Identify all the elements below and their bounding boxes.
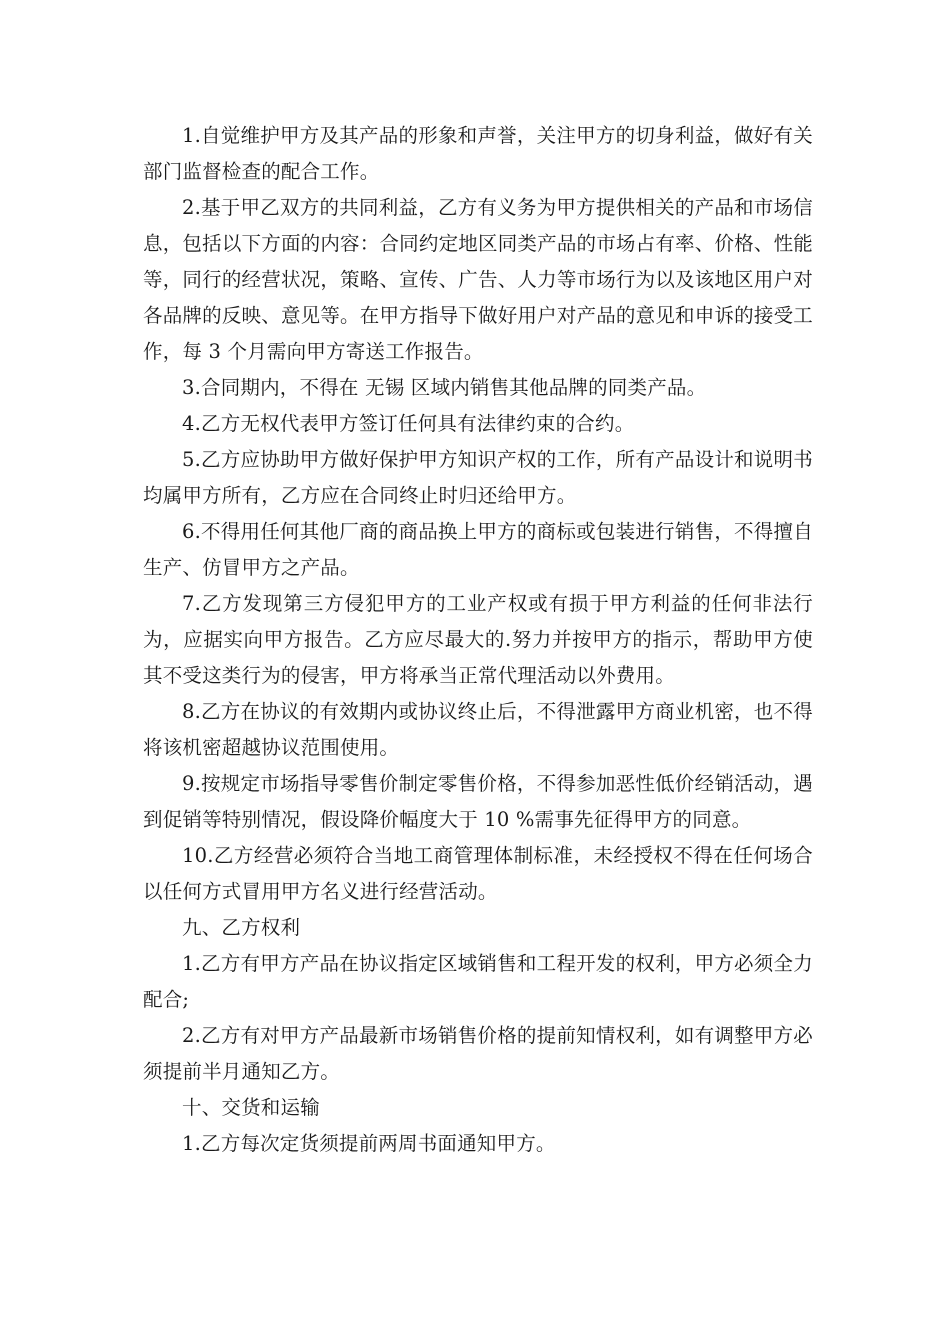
paragraph-obligation-2: 2.基于甲乙双方的共同利益，乙方有义务为甲方提供相关的产品和市场信息，包括以下方面的内容：合同约定地区同类产品的市场占有率、价格、性能等，同行的经营状况，策略、宣传、广告、人力等市场行为以及该地区用户对各品牌的反映、意见等。在甲方指导下做好用户对产品的意见和申诉的接受工作，每 3 个月需向甲方寄送工作报告。 bbox=[143, 196, 813, 363]
paragraph-obligation-5: 5.乙方应协助甲方做好保护甲方知识产权的工作，所有产品设计和说明书均属甲方所有，乙方应在合同终止时归还给甲方。 bbox=[143, 448, 813, 507]
paragraph-obligation-8: 8.乙方在协议的有效期内或协议终止后，不得泄露甲方商业机密，也不得将该机密超越协议范围使用。 bbox=[143, 700, 813, 759]
paragraph-obligation-7: 7.乙方发现第三方侵犯甲方的工业产权或有损于甲方利益的任何非法行为，应据实向甲方报告。乙方应尽最大的.努力并按甲方的指示，帮助甲方使其不受这类行为的侵害，甲方将承当正常代理活动以外费用。 bbox=[143, 592, 813, 687]
paragraph-rights-2: 2.乙方有对甲方产品最新市场销售价格的提前知情权利，如有调整甲方必须提前半月通知乙方。 bbox=[143, 1024, 813, 1083]
paragraph-obligation-3: 3.合同期内，不得在 无锡 区域内销售其他品牌的同类产品。 bbox=[182, 376, 707, 399]
document-body bbox=[143, 118, 813, 1162]
paragraph-rights-1: 1.乙方有甲方产品在协议指定区域销售和工程开发的权利，甲方必须全力配合; bbox=[143, 952, 813, 1011]
paragraph-delivery-1: 1.乙方每次定货须提前两周书面通知甲方。 bbox=[182, 1132, 556, 1155]
paragraph-obligation-4: 4.乙方无权代表甲方签订任何具有法律约束的合约。 bbox=[182, 412, 635, 435]
section-heading-delivery: 十、交货和运输 bbox=[182, 1096, 320, 1119]
paragraph-obligation-10: 10.乙方经营必须符合当地工商管理体制标准，未经授权不得在任何场合以任何方式冒用甲方名义进行经营活动。 bbox=[143, 844, 813, 903]
paragraph-obligation-9: 9.按规定市场指导零售价制定零售价格，不得参加恶性低价经销活动，遇到促销等特别情况，假设降价幅度大于 10 %需事先征得甲方的同意。 bbox=[143, 772, 813, 831]
section-heading-rights: 九、乙方权利 bbox=[182, 916, 301, 939]
paragraph-obligation-6: 6.不得用任何其他厂商的商品换上甲方的商标或包装进行销售，不得擅自生产、仿冒甲方之产品。 bbox=[143, 520, 813, 579]
paragraph-obligation-1: 1.自觉维护甲方及其产品的形象和声誉，关注甲方的切身利益，做好有关部门监督检查的配合工作。 bbox=[143, 124, 813, 183]
